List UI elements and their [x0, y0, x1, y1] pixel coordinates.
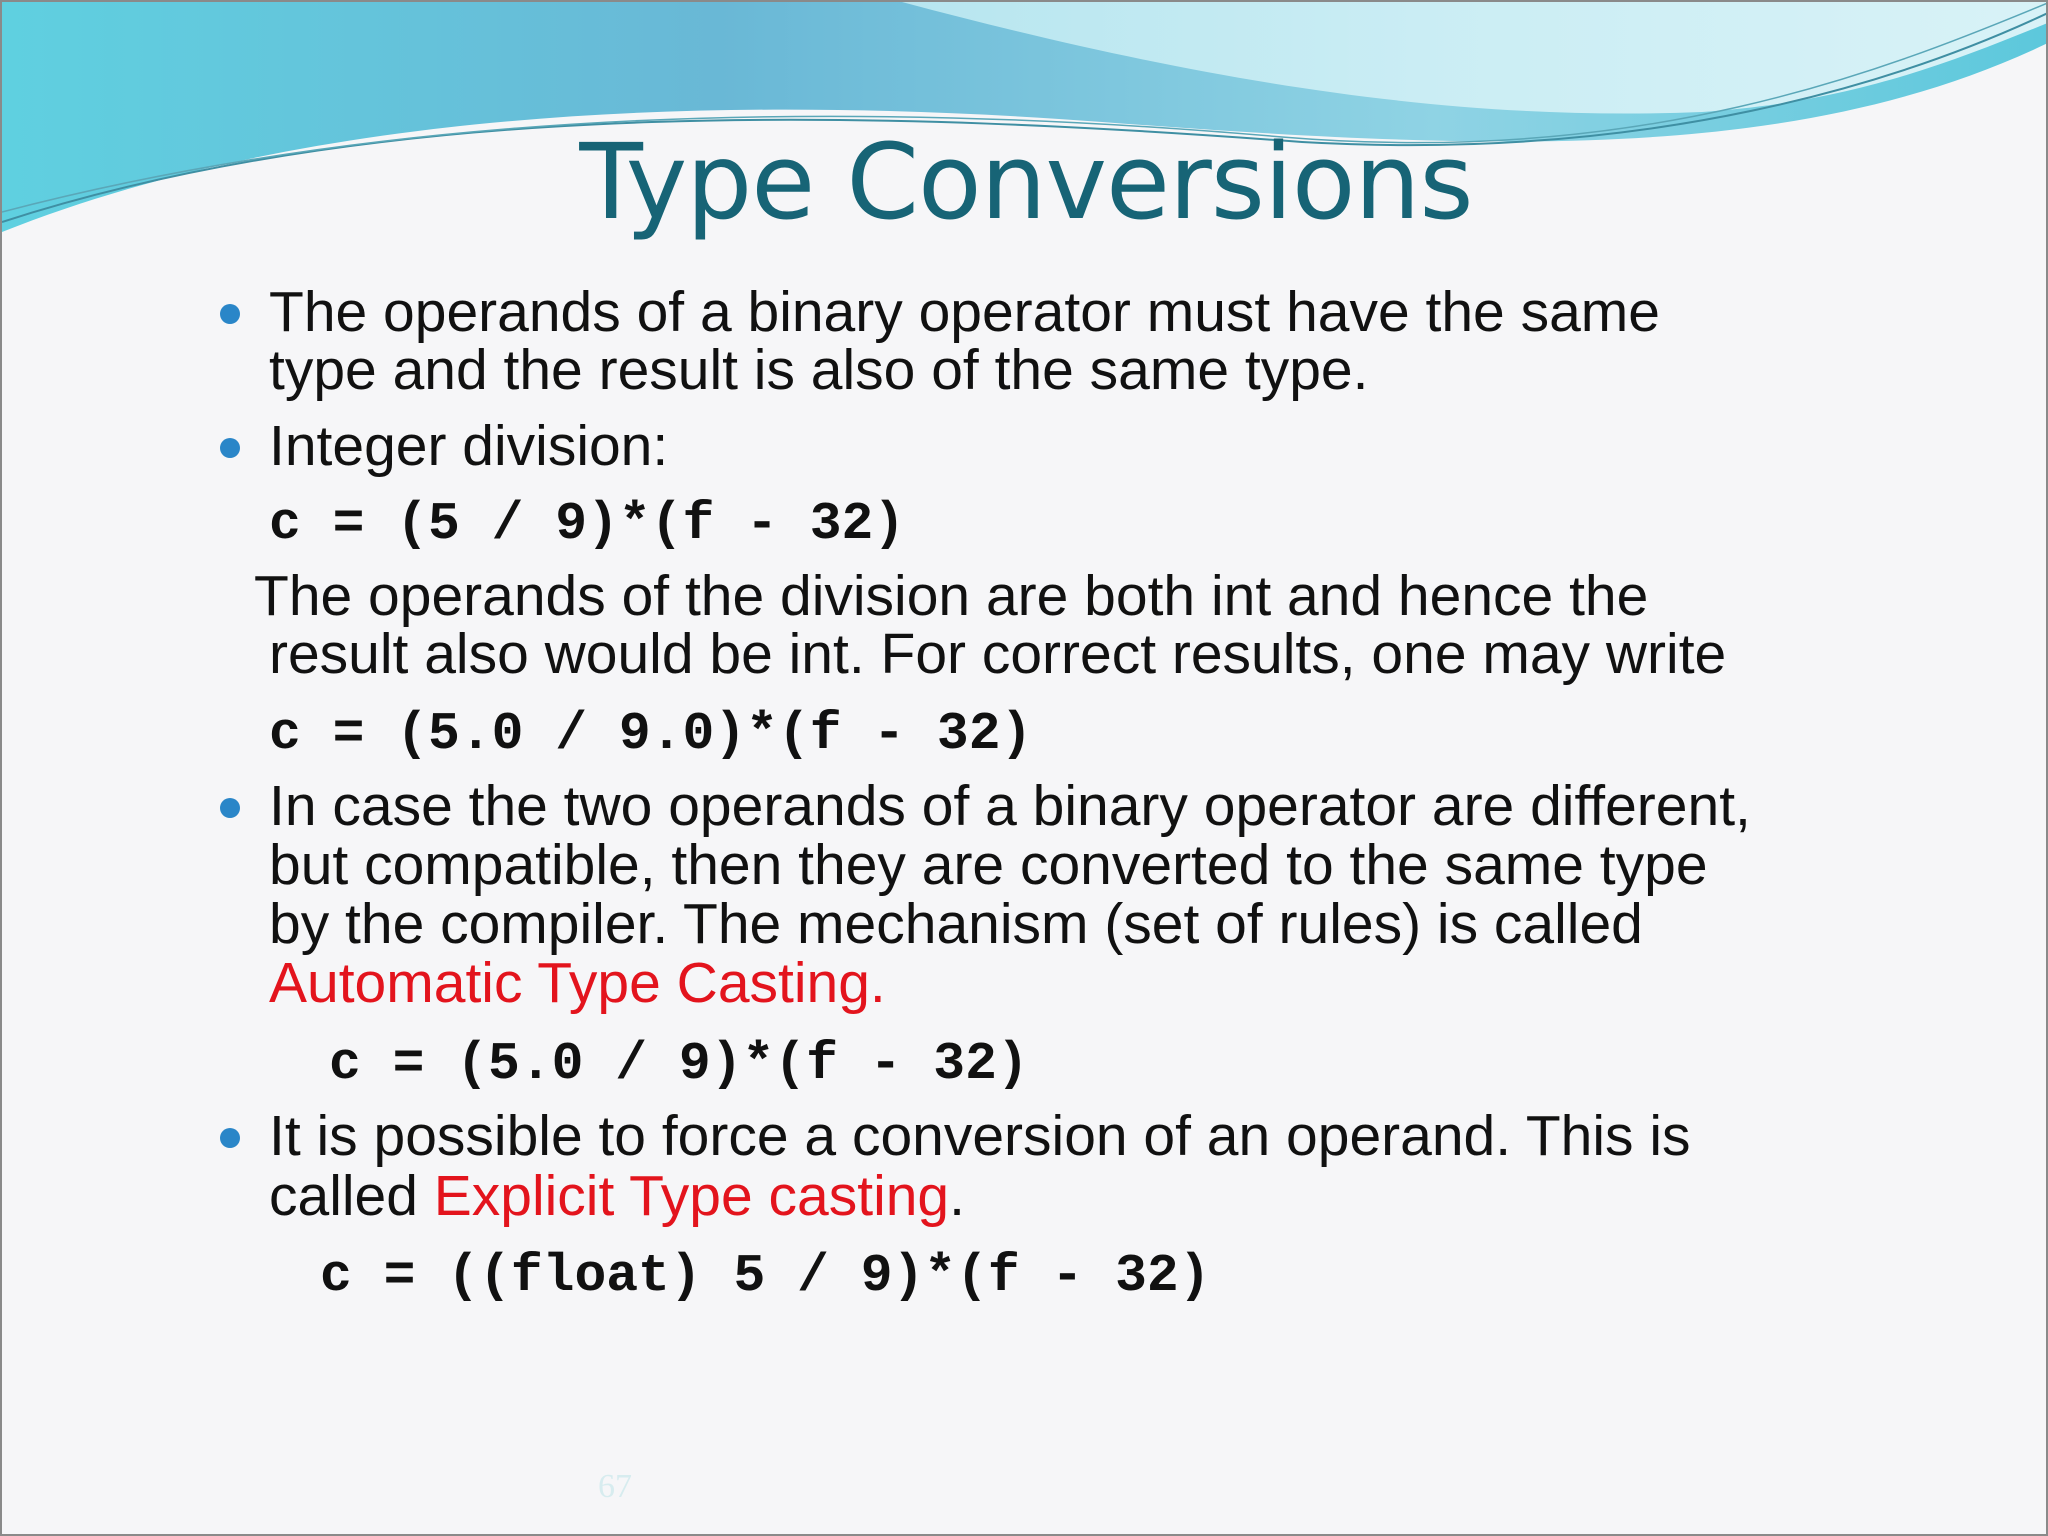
explanation-line-1: The operands of the division are both int and hence the	[254, 564, 1649, 628]
bullet-3-line-3: by the compiler. The mechanism (set of rules) is called	[269, 892, 1643, 956]
period: .	[949, 1164, 965, 1228]
slide-content	[2, 2, 2048, 1536]
bullet-1-line-1: The operands of a binary operator must have the same	[269, 280, 1660, 344]
explanation-line-2: result also would be int. For correct results, one may write	[269, 622, 1727, 686]
code-float-division: c = (5.0 / 9.0)*(f - 32)	[269, 704, 1033, 764]
automatic-type-casting-term: Automatic Type Casting.	[269, 951, 886, 1015]
code-integer-division: c = (5 / 9)*(f - 32)	[269, 494, 906, 554]
bullet-1-line-2: type and the result is also of the same type.	[269, 338, 1369, 402]
bullet-3-line-1: In case the two operands of a binary operator are different,	[269, 774, 1751, 838]
explicit-type-casting-term: Explicit Type casting	[433, 1164, 950, 1228]
bullet-3-line-2: but compatible, then they are converted to the same type	[269, 833, 1708, 897]
bullet-4-line-1: It is possible to force a conversion of an operand. This is	[269, 1104, 1691, 1168]
bullet-dot	[220, 798, 240, 818]
page-number: 67	[598, 1468, 632, 1505]
bullet-dot	[220, 304, 240, 324]
bullet-2-line-1: Integer division:	[269, 414, 669, 478]
bullet-dot	[220, 438, 240, 458]
slide-title: Type Conversions	[579, 121, 1473, 243]
bullet-dot	[220, 1128, 240, 1148]
bullet-4-line-2	[269, 1164, 965, 1228]
code-automatic-cast: c = (5.0 / 9)*(f - 32)	[329, 1034, 1029, 1094]
code-explicit-cast: c = ((float) 5 / 9)*(f - 32)	[320, 1246, 1211, 1306]
called-prefix: called	[269, 1164, 434, 1228]
